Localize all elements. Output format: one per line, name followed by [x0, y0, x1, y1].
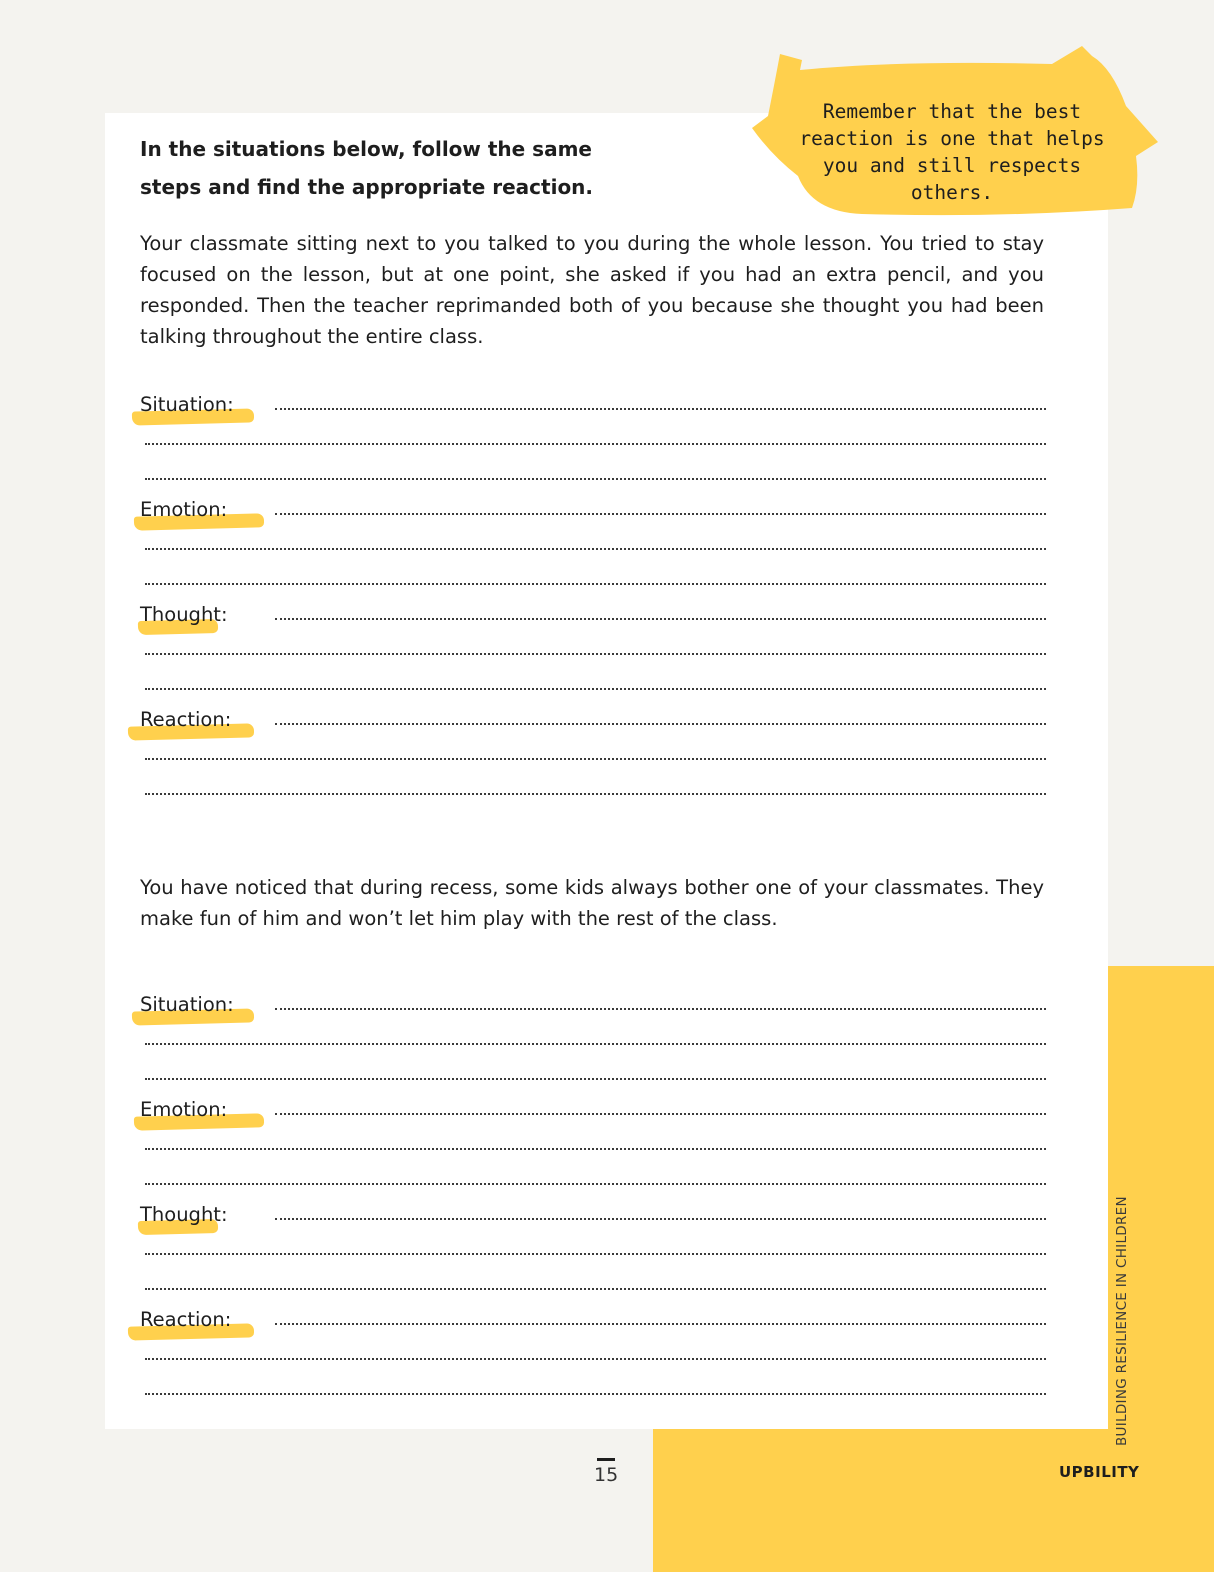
page-number-bar	[597, 1458, 615, 1461]
field-label: Situation:	[140, 393, 234, 416]
answer-line[interactable]	[145, 1243, 1046, 1255]
field-situation-1	[130, 393, 1050, 503]
book-title-vertical: BUILDING RESILIENCE IN CHILDREN	[1114, 1196, 1130, 1446]
field-reaction-1	[130, 708, 1050, 818]
answer-line[interactable]	[275, 713, 1046, 725]
brand-logo-text: UPBILITY	[1059, 1463, 1140, 1481]
answer-line[interactable]	[145, 1278, 1046, 1290]
reminder-note	[752, 46, 1160, 216]
answer-line[interactable]	[275, 1103, 1046, 1115]
answer-line[interactable]	[145, 1033, 1046, 1045]
field-label: Reaction:	[140, 1308, 232, 1331]
answer-line[interactable]	[145, 783, 1046, 795]
answer-line[interactable]	[275, 998, 1046, 1010]
field-label: Emotion:	[140, 1098, 228, 1121]
answer-line[interactable]	[275, 1313, 1046, 1325]
answer-line[interactable]	[145, 1348, 1046, 1360]
answer-line[interactable]	[145, 433, 1046, 445]
field-label: Thought:	[140, 603, 228, 626]
answer-line[interactable]	[275, 1208, 1046, 1220]
answer-line[interactable]	[145, 678, 1046, 690]
scenario-2-text: You have noticed that during recess, some kids always bother one of your classmates. They make fun of him and won’t let him play with the rest of the class.	[140, 876, 1044, 930]
field-emotion-2	[130, 1098, 1050, 1208]
page-number: 15	[594, 1464, 619, 1486]
yellow-bottom-band	[653, 1425, 1214, 1572]
field-reaction-2	[130, 1308, 1050, 1418]
field-emotion-1	[130, 498, 1050, 608]
field-thought-2	[130, 1203, 1050, 1313]
answer-line[interactable]	[145, 643, 1046, 655]
answer-line[interactable]	[145, 1383, 1046, 1395]
answer-line[interactable]	[145, 1138, 1046, 1150]
field-label: Situation:	[140, 993, 234, 1016]
answer-line[interactable]	[145, 1068, 1046, 1080]
scenario-1-text: Your classmate sitting next to you talked to you during the whole lesson. You tried to stay focused on the lesson, but at one point, she asked if you had an extra pencil, and you responded. Then the teacher reprimanded both of you because she thought you had been talking throughout the entire class.	[140, 232, 1044, 348]
answer-line[interactable]	[145, 748, 1046, 760]
answer-line[interactable]	[275, 608, 1046, 620]
answer-line[interactable]	[145, 538, 1046, 550]
answer-line[interactable]	[145, 573, 1046, 585]
field-label: Thought:	[140, 1203, 228, 1226]
answer-line[interactable]	[145, 1173, 1046, 1185]
answer-line[interactable]	[145, 468, 1046, 480]
field-situation-2	[130, 993, 1050, 1103]
field-label: Emotion:	[140, 498, 228, 521]
answer-line[interactable]	[275, 503, 1046, 515]
reminder-note-text: Remember that the best reaction is one that helps you and still respects others.	[799, 100, 1105, 204]
field-label: Reaction:	[140, 708, 232, 731]
instructions-heading: In the situations below, follow the same steps and find the appropriate reaction.	[140, 137, 594, 199]
field-thought-1	[130, 603, 1050, 713]
answer-line[interactable]	[275, 398, 1046, 410]
